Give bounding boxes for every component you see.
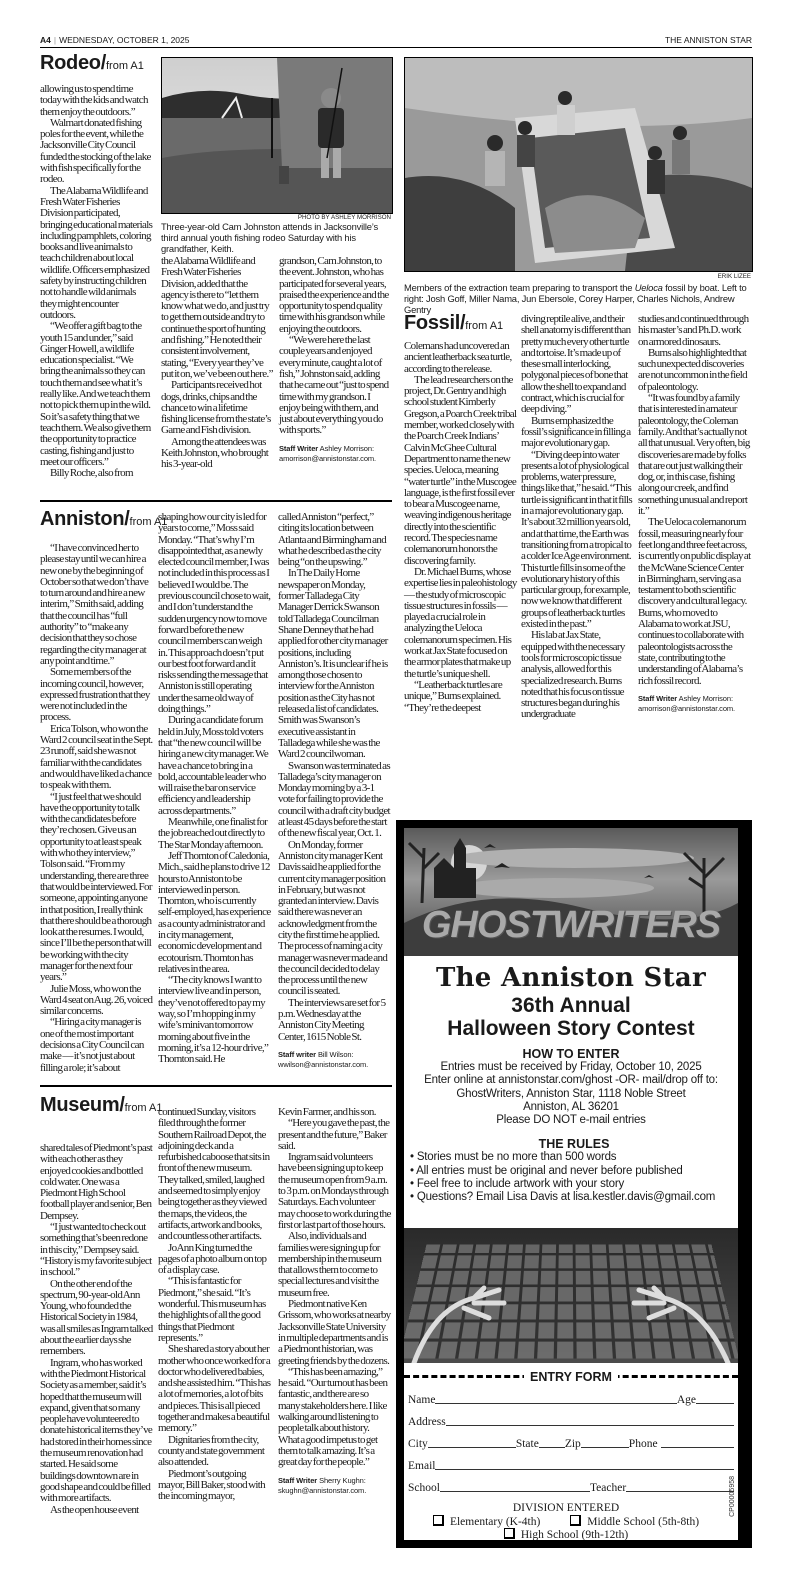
article-paragraph: the Alabama Wildlife and Fresh Water Fisheries Division, added that the agency is there to “let them know what we do, and just try to get them outside and try to continue the sport of hunting and fishing.” He noted their consistent involvement, stating, “Every year they’ve put it on, we’ve been out here.” — [161, 255, 273, 380]
article-paragraph: shaping how our city is led for years to come,” Moss said Monday. “That’s why I’m disappointed that, as a newly elected council member, I was not included in this process as I believed I would be. The previous council chose to wait, and I don’t understand the sudden urgency now to move forward before the new council members can weigh in. This approach doesn’t put our best foot forward and it risks sending the message that Anniston is still operating under the same old way of doing things.” — [158, 511, 271, 716]
rule-item: • All entries must be original and never before published — [410, 1164, 683, 1177]
age-label: Age — [676, 1394, 696, 1406]
caption-species: Ueloca — [634, 282, 663, 293]
article-paragraph: JoAnn King turned the pages of a photo album on top of a display case. — [158, 1241, 267, 1277]
section-divider — [40, 1085, 392, 1087]
email-warning-text: Please DO NOT e-mail entries — [496, 1114, 646, 1127]
contest-rules — [404, 1138, 738, 1204]
article-column — [278, 1107, 391, 1496]
fossil-boat-photo — [404, 57, 753, 272]
rodeo-photo — [161, 57, 393, 214]
rule-item: • Questions? Email Lisa Davis at lisa.kestler.davis@gmail.com — [410, 1191, 716, 1204]
article-paragraph: shared tales of Piedmont’s past with each other as they enjoyed cookies and bottled cold water. One was a Piedmont High School football player and senior, Ben Dempsey. — [40, 1142, 153, 1222]
article-paragraph: continued Sunday, visitors filed through the former Southern Railroad Depot, the adjoining deck and a refurbished caboose that sits in front of the new museum. They talked, smiled, laughed and seemed to simply enjoy being together as they viewed the maps, the videos, the artifacts, artwork and books, and countless other artifacts. — [158, 1106, 270, 1243]
byline — [638, 694, 751, 714]
rules-heading: THE RULES — [538, 1137, 610, 1152]
zip-field[interactable] — [581, 1446, 629, 1448]
school-field[interactable] — [440, 1490, 590, 1492]
article-column — [161, 256, 274, 471]
article-column — [40, 543, 153, 1074]
article-paragraph: Jeff Thornton of Caledonia, Mich., said he plans to drive 12 hours to Anniston to be interviewed in person. Thornton, who is currently self-employed, has experience as a county administrator and in city management, economic development and ecotourism. Thornton has relatives in the area. — [158, 849, 271, 975]
headline-text: Museum/ — [40, 1094, 125, 1116]
article-paragraph: “The city knows I want to interview live and in person, they’ve not offered to pay my way, so I’m hopping in my wife’s minivan tomorrow morning about five in the morning, it’s a 12-hour drive,” Thornton said. He — [158, 974, 269, 1066]
how-to-enter-heading: HOW TO ENTER — [522, 1047, 620, 1061]
article-paragraph: Billy Roche, also from — [50, 467, 133, 480]
headline-text: Anniston/ — [40, 508, 130, 530]
article-paragraph: Dignitaries from the city, county and state government also attended. — [158, 1433, 265, 1469]
article-paragraph: Ingram, who has worked with the Piedmont Historical Society as a member, said it’s hoped that the museum will expand, given that so many people have volunteered to donate historical items they’ve had stored in their homes since the museum renovation had started. He said some buildings downtown are in good shape and could be filled with more artifacts. — [40, 1356, 153, 1505]
article-paragraph: “This is fantastic for Piedmont,” she said. “It’s wonderful. This museum has the highlights of all the good things that Piedmont represents.” — [158, 1275, 266, 1344]
division-option-high[interactable] — [404, 1528, 728, 1540]
entry-method-text: Enter online at annistonstar.com/ghost -OR- mail/drop off to: — [424, 1074, 718, 1087]
rule-item: • Stories must be no more than 500 words — [410, 1151, 617, 1164]
article-paragraph: Walmart donated fishing poles for the event, while the Jacksonville City Council funded the stocking of the lake with fish specifically for the rodeo. — [40, 116, 151, 186]
state-field[interactable] — [539, 1446, 565, 1448]
page-header: A4 | WEDNESDAY, OCTOBER 1, 2025 THE ANNISTON STAR — [40, 35, 752, 48]
article-paragraph: Burns emphasized the fossil’s significance in filling a major evolutionary gap. — [521, 414, 631, 450]
headline-text: Rodeo/ — [40, 52, 106, 74]
byline-author: Ashley Morrison: amorrison@annistonstar.com. — [638, 693, 736, 713]
entry-form-heading: ENTRY FORM — [524, 1370, 618, 1384]
byline-author: Ashley Morrison: amorrison@annistonstar.com. — [279, 443, 377, 463]
city-field[interactable] — [428, 1446, 516, 1448]
article-paragraph: On the other end of the spectrum, 90-year-old Ann Young, who founded the Historical Society in 1984, was all smiles as Ingram talked about the earlier days she remembers. — [40, 1277, 153, 1358]
article-paragraph: Meanwhile, one finalist for the job reached out directly to The Star Monday afternoon. — [158, 816, 268, 851]
jump-label: from A1 — [124, 1102, 163, 1114]
teacher-label: Teacher — [589, 1482, 627, 1494]
anniston-headline — [40, 508, 167, 531]
article-column — [158, 512, 271, 1066]
byline-role: Staff Writer — [278, 1475, 318, 1485]
ghostwriters-logo: GHOSTWRITERS — [421, 904, 721, 946]
photo-credit: PHOTO BY ASHLEY MORRISON — [297, 214, 391, 221]
halloween-contest-ad — [396, 820, 752, 1548]
article-column — [279, 256, 392, 464]
jump-label: from A1 — [105, 60, 144, 72]
newspaper-name: THE ANNISTON STAR — [664, 35, 752, 45]
city-label: City — [408, 1438, 428, 1450]
mailing-address-line: GhostWriters, Anniston Star, 1118 Noble Street — [456, 1087, 686, 1100]
rule-item: • Feel free to include artwork with your story — [410, 1177, 625, 1190]
byline — [278, 1050, 391, 1070]
byline-author: Bill Wilson: wwilson@annistonstar.com. — [278, 1049, 369, 1069]
division-heading: DIVISION ENTERED — [512, 1502, 620, 1514]
article-paragraph: She shared a story about her mother who once worked for a doctor who delivered babies, and she assisted him. “This has a lot of memories, a lot of bits and pieces. This is all pieced together and makes a beautiful memory.” — [158, 1343, 271, 1435]
fossil-headline — [404, 312, 503, 335]
article-paragraph: The Alabama Wildlife and Fresh Water Fisheries Division participated, bringing educational materials including pamphlets, coloring books and live animals to teach children about local wildlife. Officers emphasized safety by instructing children not to handle wild animals they might encounter outdoors. — [40, 184, 153, 321]
article-column — [521, 314, 634, 721]
article-column — [404, 341, 517, 714]
article-paragraph: Ingram said volunteers have been signing up to keep the museum open from 9 a.m. to 3 p.m. on Mondays through Saturdays. Each volunteer may choose to work during the first or last part of those hours. — [278, 1151, 391, 1231]
article-paragraph: diving reptile alive, and their shell anatomy is different than pretty much every other turtle and tortoise. It’s made up of these small interlocking, polygonal pieces of bone that allow the shell to expand and contract, which is crucial for deep diving.” — [521, 313, 631, 416]
issue-date: WEDNESDAY, OCTOBER 1, 2025 — [59, 35, 190, 45]
article-paragraph: studies and continued through his master’s and Ph.D. work on armored dinosaurs. — [638, 313, 749, 348]
article-paragraph: “We were here the last couple years and enjoyed every minute, caught a lot of fish,” Johnston said, adding that he came out “just to spend time with my grandson. I enjoy being with them, and just about everything you do with sports.” — [279, 334, 389, 437]
article-paragraph: Piedmont’s outgoing mayor, Bill Baker, stood with the incoming mayor, — [158, 1467, 266, 1503]
caption-text: Members of the extraction team preparing to transport the — [404, 282, 635, 293]
article-column — [40, 1143, 153, 1516]
phone-label: Phone — [628, 1438, 658, 1450]
article-paragraph: grandson, Cam Johnston, to the event. Johnston, who has participated for several years, praised the experience and the opportunity to spend quality time with his grandson while enjoying the outdoors. — [279, 255, 389, 335]
byline-role: Staff Writer — [638, 693, 678, 703]
article-column — [40, 84, 153, 479]
contest-edition: 36th Annual — [511, 994, 631, 1017]
article-paragraph: “I just wanted to check out something that’s been redone in this city,” Dempsey said. “History is my favorite subject in school.” — [40, 1221, 152, 1279]
option-label: Elementary (K-4th) — [449, 1515, 541, 1528]
photo-credit: ERIK LIZEE — [717, 273, 751, 280]
division-selector — [404, 1502, 738, 1540]
article-paragraph: The Ueloca colemanorum fossil, measuring nearly four feet long and three feet across, is currently on public display at the McWane Science Center in Birmingham, serving as a testament to both scientific discovery and cultural legacy. Burns, who moved to Alabama to work at JSU, continues to collaborate with paleontologists across the state, contributing to the understanding of Alabama’s rich fossil record. — [638, 516, 751, 687]
mailing-address-line: Anniston, AL 36201 — [523, 1100, 619, 1113]
division-option-middle[interactable] — [570, 1515, 699, 1529]
article-paragraph: allowing us to spend time today with the kids and watch them enjoy the outdoors.” — [40, 83, 148, 118]
article-paragraph: On Monday, former Anniston city manager Kent Davis said he applied for the current city manager position in February, but was not granted an interview. Davis said there was never an acknowledgment from the city the first time he applied. The process of naming a city manager was never made and the council decided to delay the process until the new council is seated. — [278, 838, 388, 998]
article-paragraph: “Here you gave the past, the present and the future,” Baker said. — [278, 1117, 390, 1152]
contest-details — [404, 962, 738, 1204]
byline-role: Staff Writer — [279, 443, 319, 453]
byline — [279, 444, 392, 464]
article-paragraph: “Leatherback turtles are unique,” Burns explained. “They’re the deepest — [404, 678, 503, 714]
checkbox-icon[interactable] — [570, 1515, 581, 1526]
teacher-field[interactable] — [626, 1490, 734, 1492]
article-paragraph: called Anniston “perfect,” citing its location between Atlanta and Birmingham and what he described as the city being “on the upswing.” — [278, 511, 387, 569]
photo-caption: Three-year-old Cam Johnston attends in Jacksonville’s third annual youth fishing rodeo Saturday with his grandfather, Keith. — [161, 221, 378, 254]
article-paragraph: “This has been amazing,” he said. “Our turnout has been fantastic, and there are so many stakeholders here. I like walking around listening to people talk about history. What a good impetus to get them to talk amazing. It’s a great day for the people.” — [278, 1365, 388, 1469]
photo-caption — [404, 282, 752, 315]
article-paragraph: Burns also highlighted that such unexpected discoveries are not uncommon in the field of paleontology. — [638, 346, 748, 393]
byline — [278, 1476, 391, 1496]
article-paragraph: The lead researchers on the project, Dr. Gentry and high school student Kimberly Gregson, a Poarch Creek tribal member, worked closely with the Poarch Creek Indians’ Calvin McGhee Cultural Department to name the new species. Ueloca, meaning “water turtle” in the Muscogee language, is the first fossil ever to bear a Muscogee name, weaving indigenous heritage directly into the scientific record. The species name colemanorum honors the discovering family. — [404, 373, 517, 567]
article-paragraph: The interviews are set for 5 p.m. Wednesday at the Anniston City Meeting Center, 1615 Noble St. — [278, 996, 386, 1043]
article-paragraph: In The Daily Home newspaper on Monday, former Talladega City Manager Derrick Swanson told Talladega Councilman Shane Denney that he had applied for other city manager positions, including Anniston’s. It is unclear if he is among those chosen to interview for the Anniston position as the City has not released a list of candidates. Smith was Swanson’s executive assistant in Talladega while she was the Ward 2 councilwoman. — [278, 567, 388, 761]
rodeo-headline — [40, 52, 144, 75]
article-column — [158, 1107, 271, 1502]
how-to-enter — [404, 1048, 738, 1127]
email-field[interactable] — [435, 1468, 734, 1470]
article-paragraph: Colemans had uncovered an ancient leatherback sea turtle, according to the release. — [404, 340, 512, 375]
article-paragraph: Piedmont native Ken Grissom, who works at nearby Jacksonville State University in multiple departments and is a Piedmont historian, was greeting friends by the dozens. — [278, 1298, 391, 1367]
option-label: Middle School (5th-8th) — [587, 1515, 700, 1528]
name-label: Name — [408, 1394, 436, 1406]
article-paragraph: Kevin Farmer, and his son. — [278, 1106, 376, 1118]
article-paragraph: “I have convinced her to please stay until we can hire a new one by the beginning of October so that we don’t have to turn around and hire a new interim,” Smith said, adding that the council has “full authority” to “make any decision that they so chose regarding the city manager at any point and time.” — [40, 542, 149, 667]
caption-text: fossil by boat. Left to right: Josh Goff, Miller Nama, Jun Ebersole, Corey Harper, Charles Nichols, Andrew Gentry — [404, 282, 747, 315]
option-label: High School (9th-12th) — [520, 1529, 629, 1540]
contest-name: Halloween Story Contest — [447, 1017, 695, 1040]
jump-label: from A1 — [465, 320, 504, 332]
article-paragraph: Some members of the incoming council, however, expressed frustration that they were not included in the process. — [40, 666, 150, 724]
zip-label: Zip — [564, 1438, 581, 1450]
article-paragraph: “Hiring a city manager is one of the most important decisions a City Council can make — it’s not just about filling a role; it’s about — [40, 1016, 144, 1074]
division-option-elementary[interactable] — [433, 1515, 540, 1529]
name-field[interactable] — [435, 1402, 676, 1404]
skeleton-hands-keyboard-image — [404, 1228, 738, 1363]
museum-headline — [40, 1094, 163, 1117]
article-paragraph: During a candidate forum held in July, Moss told voters that “the new council will be hiring a new city manager. We have a chance to bring in a bold, accountable leader who will raise the bar on service efficiency and leadership across departments.” — [158, 714, 269, 817]
checkbox-icon[interactable] — [504, 1528, 515, 1539]
article-paragraph: Dr. Michael Burns, whose expertise lies in paleohistology — the study of microscopic tissue structures in fossils — played a crucial role in analyzing the Ueloca colemanorum specimen. His work at Jax State focused on the armor plates that make up the turtle’s unique shell. — [404, 565, 517, 680]
newspaper-masthead: The Anniston Star — [435, 963, 707, 993]
article-column — [638, 314, 751, 714]
school-label: School — [408, 1482, 440, 1494]
article-paragraph: Erica Tolson, who won the Ward 2 council seat in the Sept. 23 runoff, said she was not familiar with the candidates and would have liked a chance to speak with them. — [40, 722, 153, 792]
byline-author: Sherry Kughn: skughn@annistonstar.com. — [278, 1475, 367, 1495]
entry-form — [404, 1368, 738, 1540]
article-column — [278, 512, 391, 1070]
email-label: Email — [408, 1460, 436, 1472]
page-number: A4 — [40, 35, 51, 45]
article-paragraph: “We offer a gift bag to the youth 15 and under,” said Ginger Howell, a wildlife education specialist. “We bring the animals so they can touch them and see what it’s really like. And we teach them not to pick them up in the wild. So it’s a safety thing that we teach them. We also give them the opportunity to practice casting, fishing and just to meet our officers.” — [40, 320, 151, 468]
checkbox-icon[interactable] — [433, 1515, 444, 1526]
deadline-text: Entries must be received by Friday, October 10, 2025 — [440, 1061, 702, 1074]
article-paragraph: “I just feel that we should have the opportunity to talk with the candidates before they’re chosen. Give us an opportunity to at least speak with who they interview,” Tolson said. “From my understanding, there are three that would be interviewed. For someone, appointing anyone in that position, I really think that there should be a thorough look at the resumes. I would, since I’ll be the person that will be working with the city manager for the next four years.” — [40, 790, 152, 984]
article-paragraph: His lab at Jax State, equipped with the necessary tools for microscopic tissue analysis, allowed for this specialized research. Burns noted that his focus on tissue structures began during his undergraduate — [521, 629, 625, 721]
phone-field[interactable] — [661, 1446, 734, 1448]
age-field[interactable] — [696, 1402, 734, 1404]
article-paragraph: Also, individuals and families were signing up for membership in the museum that allows them to come to special lectures and visit the museum free. — [278, 1230, 382, 1299]
section-divider — [40, 500, 392, 502]
article-paragraph: “It was found by a family that is interested in amateur paleontology, the Coleman family. And that’s actually not all that unusual. Very often, big discoveries are made by folks that are out just walking their dog, or, in this case, fishing along our creek, and find something unusual and report it.” — [638, 392, 750, 518]
article-paragraph: Among the attendees was Keith Johnston, who brought his 3-year-old — [161, 435, 269, 471]
article-paragraph: Participants received hot dogs, drinks, chips and the chance to win a lifetime fishing license from the state’s Game and Fish division. — [161, 379, 271, 437]
jump-label: from A1 — [129, 516, 168, 528]
headline-text: Fossil/ — [404, 312, 466, 334]
article-paragraph: Swanson was terminated as Talladega’s city manager on Monday morning by a 3-1 vote for failing to provide the council with a draft city budget at least 45 days before the start of the new fiscal year, Oct. 1. — [278, 759, 391, 840]
state-label: State — [515, 1438, 539, 1450]
article-paragraph: As the open house event — [50, 1503, 139, 1516]
byline-role: Staff writer — [278, 1049, 316, 1059]
address-label: Address — [408, 1416, 446, 1428]
article-paragraph: Julie Moss, who won the Ward 4 seat on Aug. 26, voiced similar concerns. — [40, 982, 153, 1018]
address-field[interactable] — [446, 1424, 734, 1426]
article-paragraph: “Diving deep into water presents a lot of physiological problems, water pressure, things like that,” he said. “This turtle is significant in that it fills in a major evolutionary gap. It’s about 32 million years old, and at that time, the Earth was transitioning from a tropical to a colder Ice Age environment. This turtle fills in some of the evolutionary history of this particular group, for example, now we know that different groups of leatherback turtles existed in the past.” — [521, 448, 633, 631]
ghostwriters-banner — [404, 828, 738, 956]
ad-code: CP00005958 — [729, 1476, 736, 1517]
contest-title — [404, 994, 738, 1040]
